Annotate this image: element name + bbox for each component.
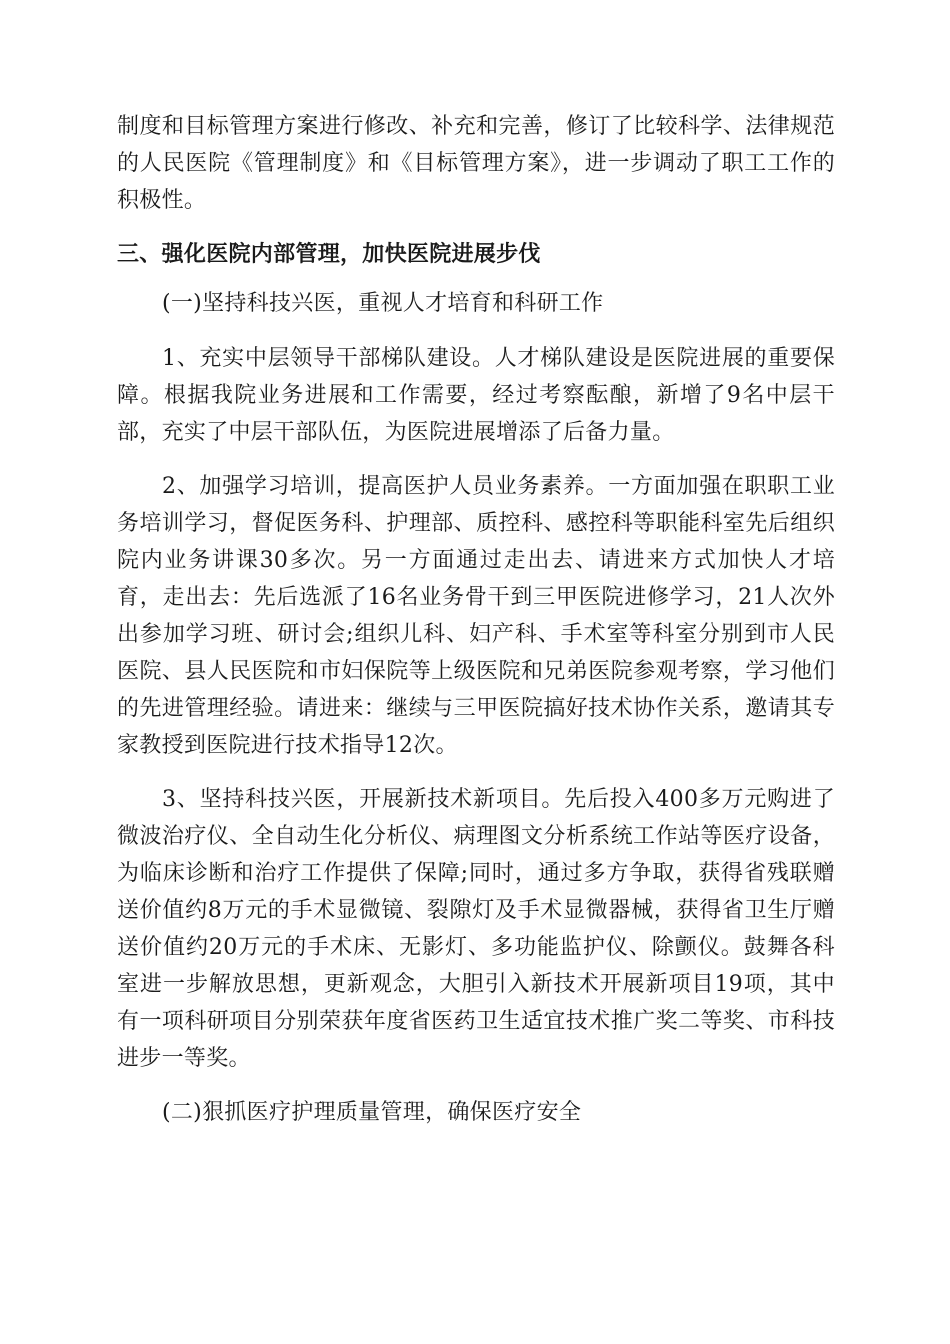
subsection-heading-1: (一)坚持科技兴医，重视人才培育和科研工作	[162, 291, 604, 316]
paragraph-item-1: 1、充实中层领导干部梯队建设。人才梯队建设是医院进展的重要保障。根据我院业务进展和工作需要，经过考察酝酿，新增了9名中层干部，充实了中层干部队伍，为医院进展增添了后备力量。	[117, 346, 835, 445]
paragraph-item-3: 3、坚持科技兴医，开展新技术新项目。先后投入400多万元购进了微波治疗仪、全自动生化分析仪、病理图文分析系统工作站等医疗设备，为临床诊断和治疗工作提供了保障;同时，通过多方争取，获得省残联赠送价值约8万元的手术显微镜、裂隙灯及手术显微器械，获得省卫生厅赠送价值约20万元的手术床、无影灯、多功能监护仪、除颤仪。鼓舞各科室进一步解放思想，更新观念，大胆引入新技术开展新项目19项，其中有一项科研项目分别荣获年度省医药卫生适宜技术推广奖二等奖、市科技进步一等奖。	[117, 787, 835, 1071]
document-body	[117, 108, 835, 1149]
subsection-heading-2: (二)狠抓医疗护理质量管理，确保医疗安全	[162, 1100, 582, 1125]
paragraph-continuation: 制度和目标管理方案进行修改、补充和完善，修订了比较科学、法律规范的人民医院《管理制度》和《目标管理方案》，进一步调动了职工工作的积极性。	[117, 114, 835, 213]
paragraph-item-2: 2、加强学习培训，提高医护人员业务素养。一方面加强在职职工业务培训学习，督促医务科、护理部、质控科、感控科等职能科室先后组织院内业务讲课30多次。另一方面通过走出去、请进来方式加快人才培育，走出去：先后选派了16名业务骨干到三甲医院进修学习，21人次外出参加学习班、研讨会;组织儿科、妇产科、手术室等科室分别到市人民医院、县人民医院和市妇保院等上级医院和兄弟医院参观考察，学习他们的先进管理经验。请进来：继续与三甲医院搞好技术协作关系，邀请其专家教授到医院进行技术指导12次。	[117, 474, 835, 758]
section-heading-3: 三、强化医院内部管理，加快医院进展步伐	[117, 242, 541, 267]
